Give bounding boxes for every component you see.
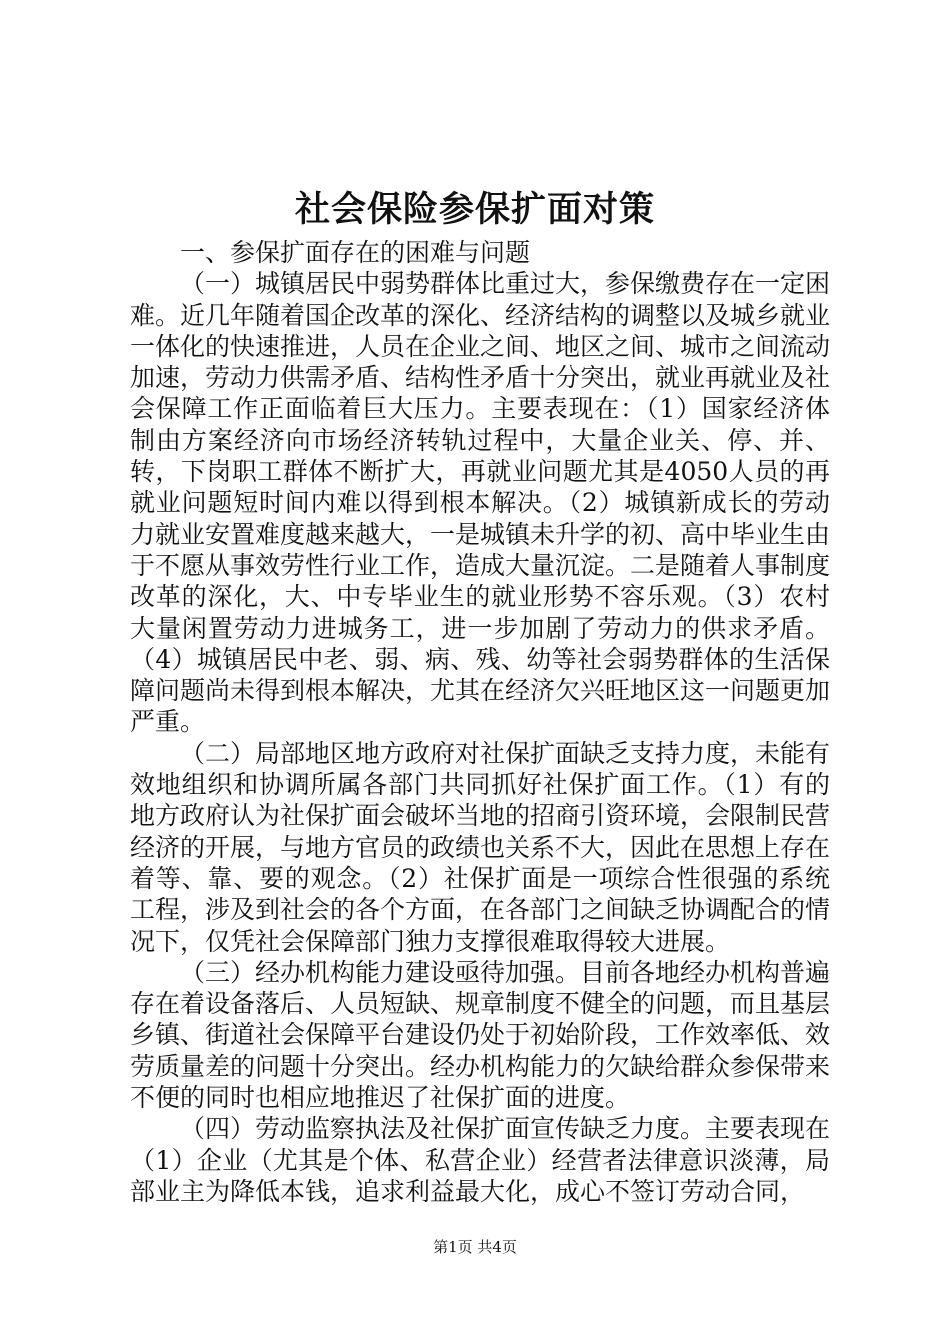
paragraph-1: （一）城镇居民中弱势群体比重过大，参保缴费存在一定困难。近几年随着国企改革的深化、经济结构的调整以及城乡就业一体化的快速推进，人员在企业之间、地区之间、城市之间流动加速，劳动力供需矛盾、结构性矛盾十分突出，就业再就业及社会保障工作正面临着巨大压力。主要表现在：（1）国家经济体制由方案经济向市场经济转轨过程中，大量企业关、停、并、转，下岗职工群体不断扩大，再就业问题尤其是4050人员的再就业问题短时间内难以得到根本解决。（2）城镇新成长的劳动力就业安置难度越来越大，一是城镇未升学的初、高中毕业生由于不愿从事效劳性行业工作，造成大量沉淀。二是随着人事制度改革的深化，大、中专毕业生的就业形势不容乐观。（3）农村大量闲置劳动力进城务工，进一步加剧了劳动力的供求矛盾。（4）城镇居民中老、弱、病、残、幼等社会弱势群体的生活保障问题尚未得到根本解决，尤其在经济欠兴旺地区这一问题更加严重。 xyxy=(130,269,831,737)
document-body xyxy=(130,237,830,1207)
paragraph-2: （二）局部地区地方政府对社保扩面缺乏支持力度，未能有效地组织和协调所属各部门共同抓好社保扩面工作。（1）有的地方政府认为社保扩面会破坏当地的招商引资环境，会限制民营经济的开展，与地方官员的政绩也关系不大，因此在思想上存在着等、靠、要的观念。（2）社保扩面是一项综合性很强的系统工程，涉及到社会的各个方面，在各部门之间缺乏协调配合的情况下，仅凭社会保障部门独力支撑很难取得较大进展。 xyxy=(130,738,831,956)
paragraph-3: （三）经办机构能力建设亟待加强。目前各地经办机构普遍存在着设备落后、人员短缺、规章制度不健全的问题，而且基层乡镇、街道社会保障平台建设仍处于初始阶段，工作效率低、效劳质量差的问题十分突出。经办机构能力的欠缺给群众参保带来不便的同时也相应地推迟了社保扩面的进度。 xyxy=(130,957,831,1113)
section-heading: 一、参保扩面存在的困难与问题 xyxy=(180,238,531,267)
page-footer: 第1页 共4页 xyxy=(433,1238,517,1256)
document-title: 社会保险参保扩面对策 xyxy=(294,190,655,230)
paragraph-4: （四）劳动监察执法及社保扩面宣传缺乏力度。主要表现在（1）企业（尤其是个体、私营企业）经营者法律意识淡薄，局部业主为降低本钱，追求利益最大化，成心不签订劳动合同， xyxy=(130,1114,831,1206)
